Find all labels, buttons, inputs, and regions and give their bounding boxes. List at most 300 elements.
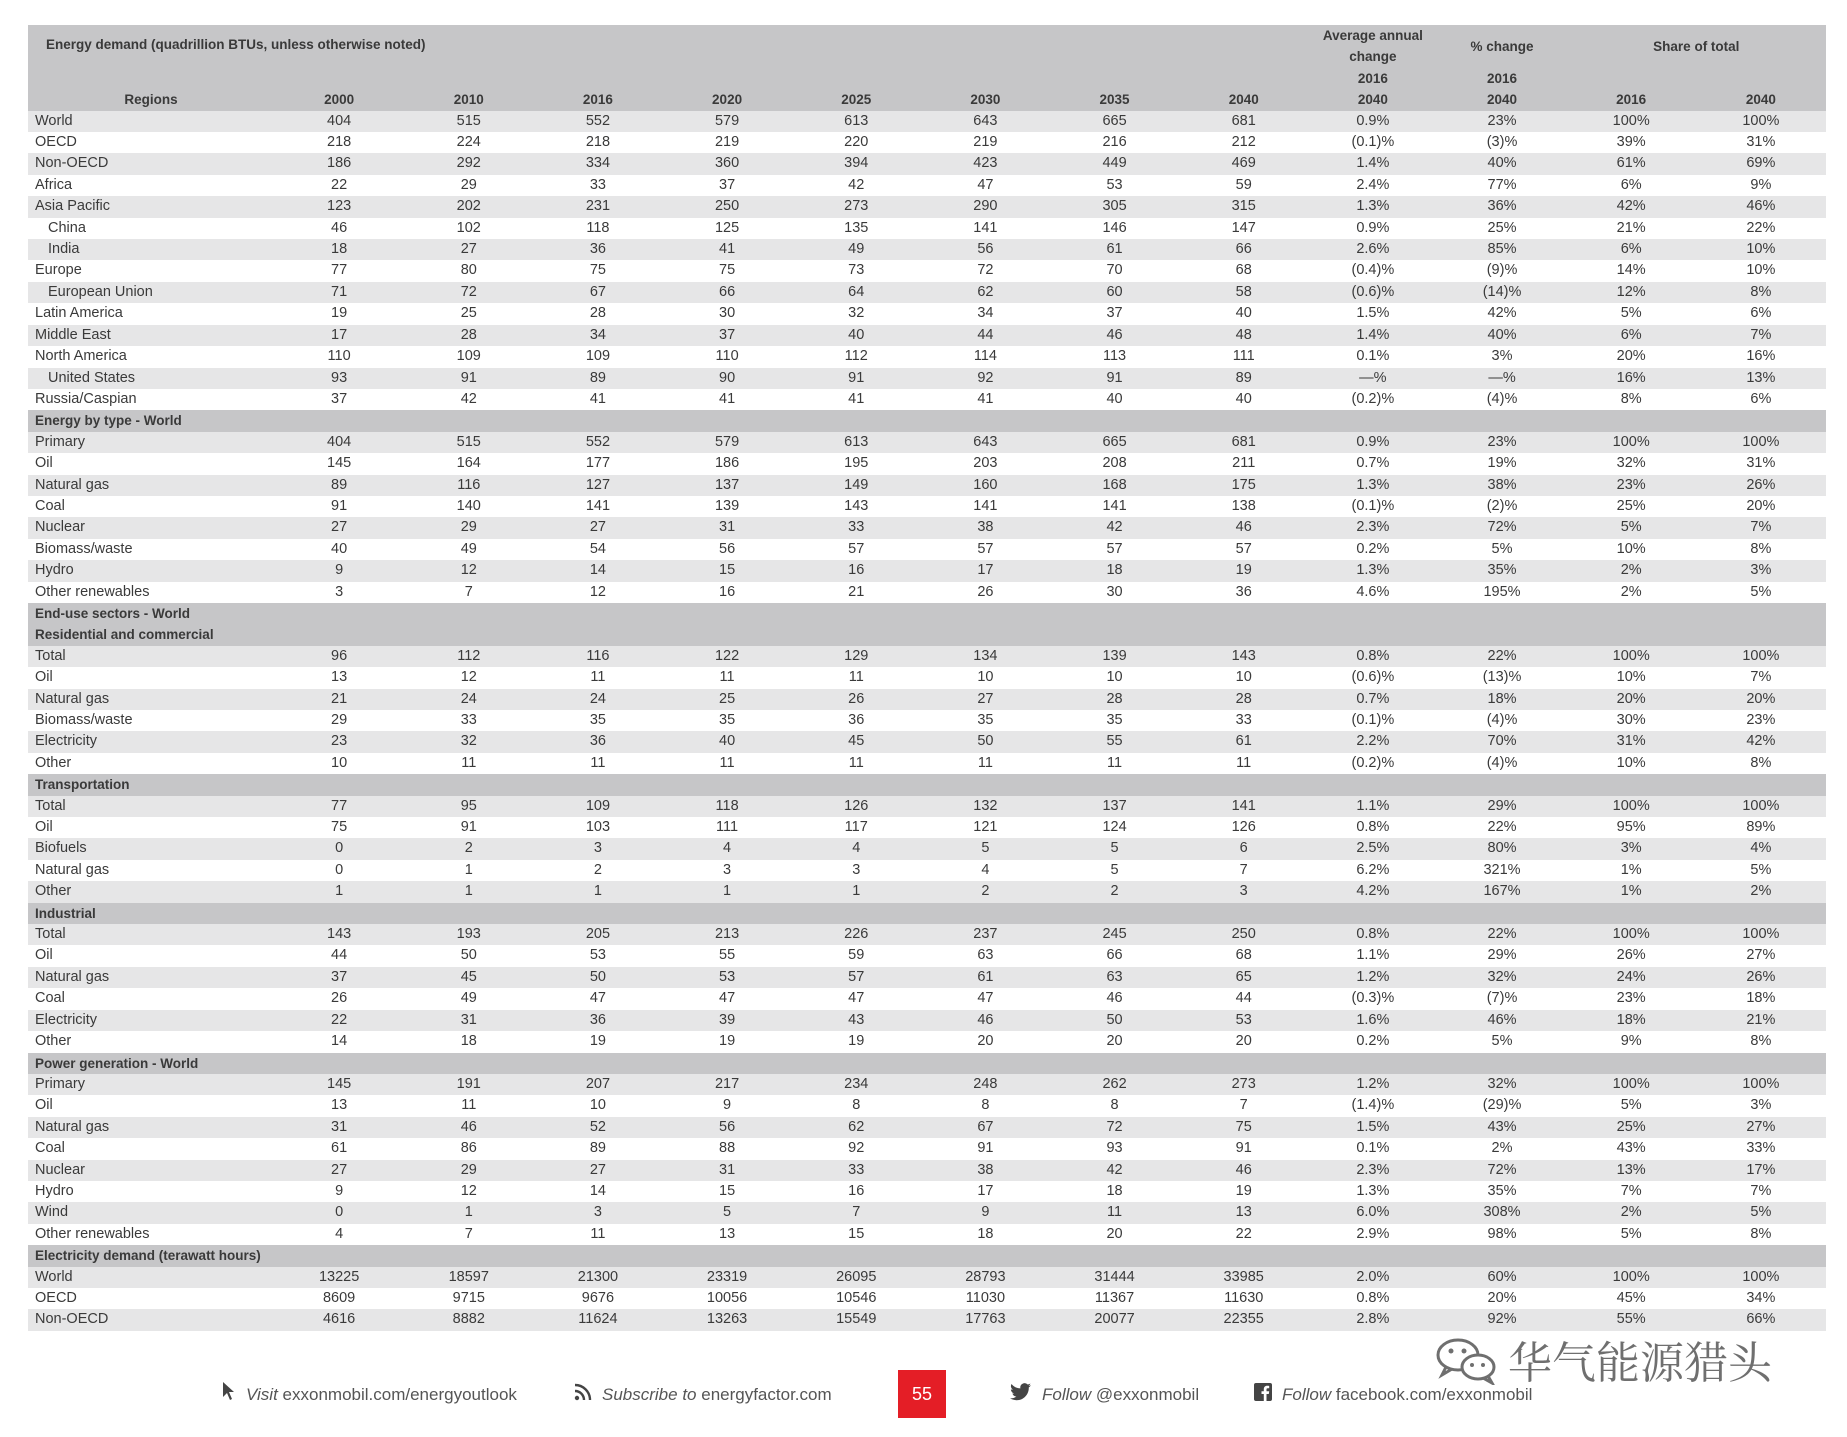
table-cell: 143 [792, 496, 921, 517]
table-cell: 13225 [274, 1267, 404, 1288]
table-cell: 49 [404, 539, 533, 560]
table-cell: 46% [1437, 1010, 1566, 1031]
table-cell: 21% [1567, 218, 1696, 239]
table-cell: 91 [921, 1138, 1050, 1159]
table-cell: 129 [792, 646, 921, 667]
table-cell: 4616 [274, 1309, 404, 1330]
table-cell: 5% [1696, 860, 1826, 881]
table-cell: 16% [1696, 346, 1826, 367]
table-cell: 40 [792, 325, 921, 346]
table-cell: 18% [1437, 689, 1566, 710]
table-row [28, 1138, 1826, 1159]
table-cell: 1.3% [1308, 475, 1437, 496]
table-cell: 48 [1179, 325, 1308, 346]
table-cell: 114 [921, 346, 1050, 367]
table-cell: 61 [921, 967, 1050, 988]
table-cell: 46 [1179, 517, 1308, 538]
share-from: 2016 [1567, 89, 1696, 110]
row-label: Oil [28, 817, 274, 838]
table-cell: 42 [1050, 1160, 1179, 1181]
table-cell: 26% [1567, 945, 1696, 966]
table-cell: 118 [533, 218, 662, 239]
table-cell: 394 [792, 153, 921, 174]
table-cell: (0.1)% [1308, 496, 1437, 517]
table-cell: 21 [792, 582, 921, 603]
table-cell: 22% [1437, 924, 1566, 945]
table-cell: 40% [1437, 325, 1566, 346]
table-row [28, 539, 1826, 560]
table-cell: 16% [1567, 368, 1696, 389]
table-cell: 19 [274, 303, 404, 324]
table-cell: 56 [663, 539, 792, 560]
section-header-row [28, 774, 1826, 795]
table-cell: 15549 [792, 1309, 921, 1330]
table-cell: 36 [1179, 582, 1308, 603]
row-label: Electricity [28, 1010, 274, 1031]
table-cell: 8 [1050, 1095, 1179, 1116]
table-cell: 100% [1696, 432, 1826, 453]
table-cell: 234 [792, 1074, 921, 1095]
table-cell: 218 [274, 132, 404, 153]
table-cell: 86 [404, 1138, 533, 1159]
table-cell: 39 [663, 1010, 792, 1031]
table-cell: 57 [792, 539, 921, 560]
table-cell: 35 [663, 710, 792, 731]
table-cell: 13263 [663, 1309, 792, 1330]
table-cell: 20 [1179, 1031, 1308, 1052]
table-cell: 41 [792, 389, 921, 410]
table-cell: 113 [1050, 346, 1179, 367]
table-cell: 27 [533, 517, 662, 538]
table-cell: 3 [1179, 881, 1308, 902]
table-cell: 25 [404, 303, 533, 324]
table-cell: 68 [1179, 260, 1308, 281]
table-cell: 116 [404, 475, 533, 496]
row-label: Other [28, 881, 274, 902]
table-row [28, 260, 1826, 281]
table-cell: 23% [1696, 710, 1826, 731]
table-cell: 29 [274, 710, 404, 731]
avg-change-from: 2016 [1308, 68, 1437, 89]
table-cell: 33% [1696, 1138, 1826, 1159]
row-label: World [28, 1267, 274, 1288]
table-cell: 11 [533, 1224, 662, 1245]
table-cell: 164 [404, 453, 533, 474]
table-cell: 18597 [404, 1267, 533, 1288]
table-cell: 44 [1179, 988, 1308, 1009]
table-row [28, 924, 1826, 945]
subscribe-url: energyfactor.com [701, 1385, 832, 1404]
table-cell: 9% [1567, 1031, 1696, 1052]
table-cell: 7% [1567, 1181, 1696, 1202]
table-cell: 195% [1437, 582, 1566, 603]
row-label: Other renewables [28, 582, 274, 603]
year-header: 2035 [1050, 89, 1179, 110]
table-cell: 5% [1567, 1095, 1696, 1116]
table-row [28, 817, 1826, 838]
table-cell: 43% [1437, 1117, 1566, 1138]
table-cell: 36 [533, 1010, 662, 1031]
table-cell: 31444 [1050, 1267, 1179, 1288]
table-cell: 54 [533, 539, 662, 560]
energy-demand-table [28, 25, 1826, 1331]
table-cell: 10 [274, 753, 404, 774]
table-cell: 24 [404, 689, 533, 710]
table-cell: 100% [1696, 924, 1826, 945]
row-label: Coal [28, 1138, 274, 1159]
table-cell: 1 [533, 881, 662, 902]
table-cell: 449 [1050, 153, 1179, 174]
table-cell: 37 [663, 175, 792, 196]
table-cell: 2.8% [1308, 1309, 1437, 1330]
table-cell: 126 [1179, 817, 1308, 838]
table-cell: 36 [533, 731, 662, 752]
table-cell: 100% [1567, 432, 1696, 453]
table-cell: 77% [1437, 175, 1566, 196]
table-cell: 1% [1567, 881, 1696, 902]
table-cell: 61 [274, 1138, 404, 1159]
table-cell: 35 [921, 710, 1050, 731]
table-cell: 33 [404, 710, 533, 731]
table-cell: 33985 [1179, 1267, 1308, 1288]
table-row [28, 153, 1826, 174]
table-cell: 20 [921, 1031, 1050, 1052]
table-cell: 110 [663, 346, 792, 367]
table-cell: 17763 [921, 1309, 1050, 1330]
table-cell: 57 [1050, 539, 1179, 560]
table-cell: 80 [404, 260, 533, 281]
table-cell: 3% [1567, 838, 1696, 859]
table-cell: 100% [1696, 1074, 1826, 1095]
table-cell: 19 [533, 1031, 662, 1052]
table-row [28, 196, 1826, 217]
table-cell: 53 [663, 967, 792, 988]
table-cell: 35% [1437, 560, 1566, 581]
twitter-prefix: Follow [1042, 1385, 1096, 1404]
table-cell: 23% [1567, 988, 1696, 1009]
table-cell: 112 [404, 646, 533, 667]
table-cell: 122 [663, 646, 792, 667]
table-cell: 13 [274, 667, 404, 688]
table-row [28, 560, 1826, 581]
table-cell: 0.2% [1308, 539, 1437, 560]
section-header-row [28, 603, 1826, 624]
table-cell: 25% [1567, 496, 1696, 517]
table-cell: 0.9% [1308, 111, 1437, 132]
table-cell: 38 [921, 1160, 1050, 1181]
table-cell: 42 [1050, 517, 1179, 538]
table-cell: 5% [1437, 1031, 1566, 1052]
table-cell: 100% [1696, 796, 1826, 817]
table-cell: 92 [792, 1138, 921, 1159]
table-row [28, 1031, 1826, 1052]
table-cell: 30 [663, 303, 792, 324]
table-cell: 29 [404, 517, 533, 538]
row-label: Nuclear [28, 1160, 274, 1181]
row-label: Asia Pacific [28, 196, 274, 217]
table-cell: 91 [274, 496, 404, 517]
table-cell: 10% [1696, 260, 1826, 281]
table-cell: 10% [1567, 753, 1696, 774]
table-cell: 4 [663, 838, 792, 859]
table-cell: 6 [1179, 838, 1308, 859]
twitter-link[interactable] [1010, 1370, 1199, 1420]
table-cell: 18% [1696, 988, 1826, 1009]
row-label: Nuclear [28, 517, 274, 538]
table-cell: 308% [1437, 1202, 1566, 1223]
table-cell: 1.2% [1308, 1074, 1437, 1095]
table-cell: 85% [1437, 239, 1566, 260]
table-cell: 47 [663, 988, 792, 1009]
table-cell: 515 [404, 111, 533, 132]
table-cell: 20% [1696, 496, 1826, 517]
table-cell: 186 [274, 153, 404, 174]
subscribe-link[interactable] [574, 1370, 832, 1420]
section-title: Electricity demand (terawatt hours) [28, 1245, 1826, 1266]
table-cell: 2% [1437, 1138, 1566, 1159]
table-cell: 62 [792, 1117, 921, 1138]
table-cell: 27 [921, 689, 1050, 710]
table-cell: 127 [533, 475, 662, 496]
table-cell: 10056 [663, 1288, 792, 1309]
table-cell: 42% [1696, 731, 1826, 752]
table-cell: 9% [1696, 175, 1826, 196]
table-cell: 2.6% [1308, 239, 1437, 260]
visit-link[interactable] [222, 1370, 517, 1420]
table-cell: 220 [792, 132, 921, 153]
table-cell: 64 [792, 282, 921, 303]
table-cell: 27 [274, 517, 404, 538]
table-cell: 167% [1437, 881, 1566, 902]
table-cell: 33 [533, 175, 662, 196]
table-cell: 47 [533, 988, 662, 1009]
table-cell: 146 [1050, 218, 1179, 239]
twitter-icon [1010, 1371, 1032, 1421]
table-row [28, 1309, 1826, 1330]
table-cell: 32% [1437, 967, 1566, 988]
table-cell: 22% [1437, 817, 1566, 838]
table-cell: 160 [921, 475, 1050, 496]
watermark-text: 华气能源猎头 [1508, 1338, 1772, 1389]
table-cell: 77 [274, 260, 404, 281]
table-row [28, 111, 1826, 132]
table-row [28, 689, 1826, 710]
table-cell: 334 [533, 153, 662, 174]
table-cell: 92 [921, 368, 1050, 389]
table-cell: 0.1% [1308, 1138, 1437, 1159]
table-cell: 47 [921, 988, 1050, 1009]
table-cell: 11630 [1179, 1288, 1308, 1309]
table-cell: 31 [404, 1010, 533, 1031]
table-body [28, 111, 1826, 1331]
table-cell: 68 [1179, 945, 1308, 966]
table-cell: 0.1% [1308, 346, 1437, 367]
table-cell: 0.7% [1308, 689, 1437, 710]
table-cell: 134 [921, 646, 1050, 667]
table-cell: 613 [792, 432, 921, 453]
table-cell: 250 [1179, 924, 1308, 945]
table-cell: 31% [1567, 731, 1696, 752]
table-cell: 292 [404, 153, 533, 174]
table-cell: (4)% [1437, 389, 1566, 410]
table-cell: 46 [921, 1010, 1050, 1031]
table-cell: 111 [663, 817, 792, 838]
table-cell: (29)% [1437, 1095, 1566, 1116]
row-label: Biofuels [28, 838, 274, 859]
table-cell: 273 [1179, 1074, 1308, 1095]
table-cell: 7 [404, 582, 533, 603]
table-cell: 11 [1179, 753, 1308, 774]
row-label: Oil [28, 1095, 274, 1116]
table-cell: 109 [533, 346, 662, 367]
table-cell: 3 [274, 582, 404, 603]
table-cell: 8 [792, 1095, 921, 1116]
table-cell: 12 [404, 1181, 533, 1202]
table-cell: 42 [404, 389, 533, 410]
table-cell: 22355 [1179, 1309, 1308, 1330]
table-cell: 50 [404, 945, 533, 966]
table-cell: 17 [274, 325, 404, 346]
table-cell: 42 [792, 175, 921, 196]
table-cell: 109 [404, 346, 533, 367]
table-row [28, 1267, 1826, 1288]
table-cell: (0.1)% [1308, 132, 1437, 153]
table-cell: 202 [404, 196, 533, 217]
table-cell: 45 [792, 731, 921, 752]
table-cell: 11624 [533, 1309, 662, 1330]
table-cell: 57 [792, 967, 921, 988]
table-cell: 3% [1696, 560, 1826, 581]
row-label: Europe [28, 260, 274, 281]
table-cell: 40 [274, 539, 404, 560]
table-cell: (14)% [1437, 282, 1566, 303]
table-cell: 9715 [404, 1288, 533, 1309]
table-cell: 8% [1696, 539, 1826, 560]
table-cell: (4)% [1437, 710, 1566, 731]
table-cell: 1.1% [1308, 796, 1437, 817]
table-cell: 218 [533, 132, 662, 153]
table-cell: 92% [1437, 1309, 1566, 1330]
table-cell: 0.8% [1308, 817, 1437, 838]
table-cell: 59 [1179, 175, 1308, 196]
table-cell: (7)% [1437, 988, 1566, 1009]
table-cell: 41 [921, 389, 1050, 410]
table-cell: 2% [1567, 1202, 1696, 1223]
table-cell: 66 [663, 282, 792, 303]
table-cell: 226 [792, 924, 921, 945]
table-cell: 109 [533, 796, 662, 817]
table-cell: 1% [1567, 860, 1696, 881]
table-cell: 135 [792, 218, 921, 239]
table-cell: 1 [792, 881, 921, 902]
table-cell: 72 [1050, 1117, 1179, 1138]
table-row [28, 860, 1826, 881]
table-cell: 10% [1567, 539, 1696, 560]
table-cell: 2 [404, 838, 533, 859]
table-cell: 262 [1050, 1074, 1179, 1095]
table-cell: 89 [533, 1138, 662, 1159]
table-cell: 100% [1567, 111, 1696, 132]
table-cell: 7% [1696, 667, 1826, 688]
table-cell: 11367 [1050, 1288, 1179, 1309]
table-cell: 515 [404, 432, 533, 453]
table-cell: 45 [404, 967, 533, 988]
table-row [28, 1202, 1826, 1223]
table-cell: 6.2% [1308, 860, 1437, 881]
table-cell: 93 [1050, 1138, 1179, 1159]
table-cell: 23% [1437, 432, 1566, 453]
section-title: Industrial [28, 903, 1826, 924]
table-cell: 13 [663, 1224, 792, 1245]
table-cell: (4)% [1437, 753, 1566, 774]
table-row [28, 1010, 1826, 1031]
table-cell: 5 [921, 838, 1050, 859]
table-cell: 100% [1567, 1074, 1696, 1095]
row-label: India [28, 239, 274, 260]
table-cell: 0.7% [1308, 453, 1437, 474]
table-cell: 46% [1696, 196, 1826, 217]
table-cell: 121 [921, 817, 1050, 838]
table-cell: 237 [921, 924, 1050, 945]
table-cell: 27% [1696, 1117, 1826, 1138]
table-cell: 404 [274, 432, 404, 453]
table-cell: 5% [1696, 1202, 1826, 1223]
table-cell: 55 [1050, 731, 1179, 752]
table-cell: 47 [921, 175, 1050, 196]
table-cell: 643 [921, 432, 1050, 453]
table-row [28, 1160, 1826, 1181]
table-cell: 8% [1696, 753, 1826, 774]
table-cell: 665 [1050, 111, 1179, 132]
table-cell: 12 [404, 560, 533, 581]
table-cell: 53 [533, 945, 662, 966]
table-cell: 47 [792, 988, 921, 1009]
table-cell: 39% [1567, 132, 1696, 153]
table-cell: 20 [1050, 1031, 1179, 1052]
table-cell: 18 [921, 1224, 1050, 1245]
table-cell: 23319 [663, 1267, 792, 1288]
table-cell: 1 [404, 881, 533, 902]
table-cell: 100% [1567, 796, 1696, 817]
table-cell: 0.9% [1308, 218, 1437, 239]
table-cell: 3 [792, 860, 921, 881]
table-cell: 1.3% [1308, 196, 1437, 217]
table-cell: 91 [404, 368, 533, 389]
table-cell: 681 [1179, 432, 1308, 453]
table-cell: 28793 [921, 1267, 1050, 1288]
row-label: North America [28, 346, 274, 367]
table-cell: 2 [1050, 881, 1179, 902]
table-row [28, 582, 1826, 603]
table-cell: 29% [1437, 796, 1566, 817]
table-cell: 36 [792, 710, 921, 731]
table-cell: 1.4% [1308, 153, 1437, 174]
row-label: Total [28, 796, 274, 817]
section-title: Transportation [28, 774, 1826, 795]
row-label: Primary [28, 1074, 274, 1095]
table-cell: 20% [1567, 346, 1696, 367]
table-cell: 216 [1050, 132, 1179, 153]
table-cell: 32% [1437, 1074, 1566, 1095]
table-cell: 95% [1567, 817, 1696, 838]
table-cell: 35 [533, 710, 662, 731]
table-cell: 28 [404, 325, 533, 346]
table-cell: 141 [921, 218, 1050, 239]
row-label: Electricity [28, 731, 274, 752]
table-cell: 11 [1050, 1202, 1179, 1223]
table-cell: 10 [1179, 667, 1308, 688]
table-cell: 26 [274, 988, 404, 1009]
